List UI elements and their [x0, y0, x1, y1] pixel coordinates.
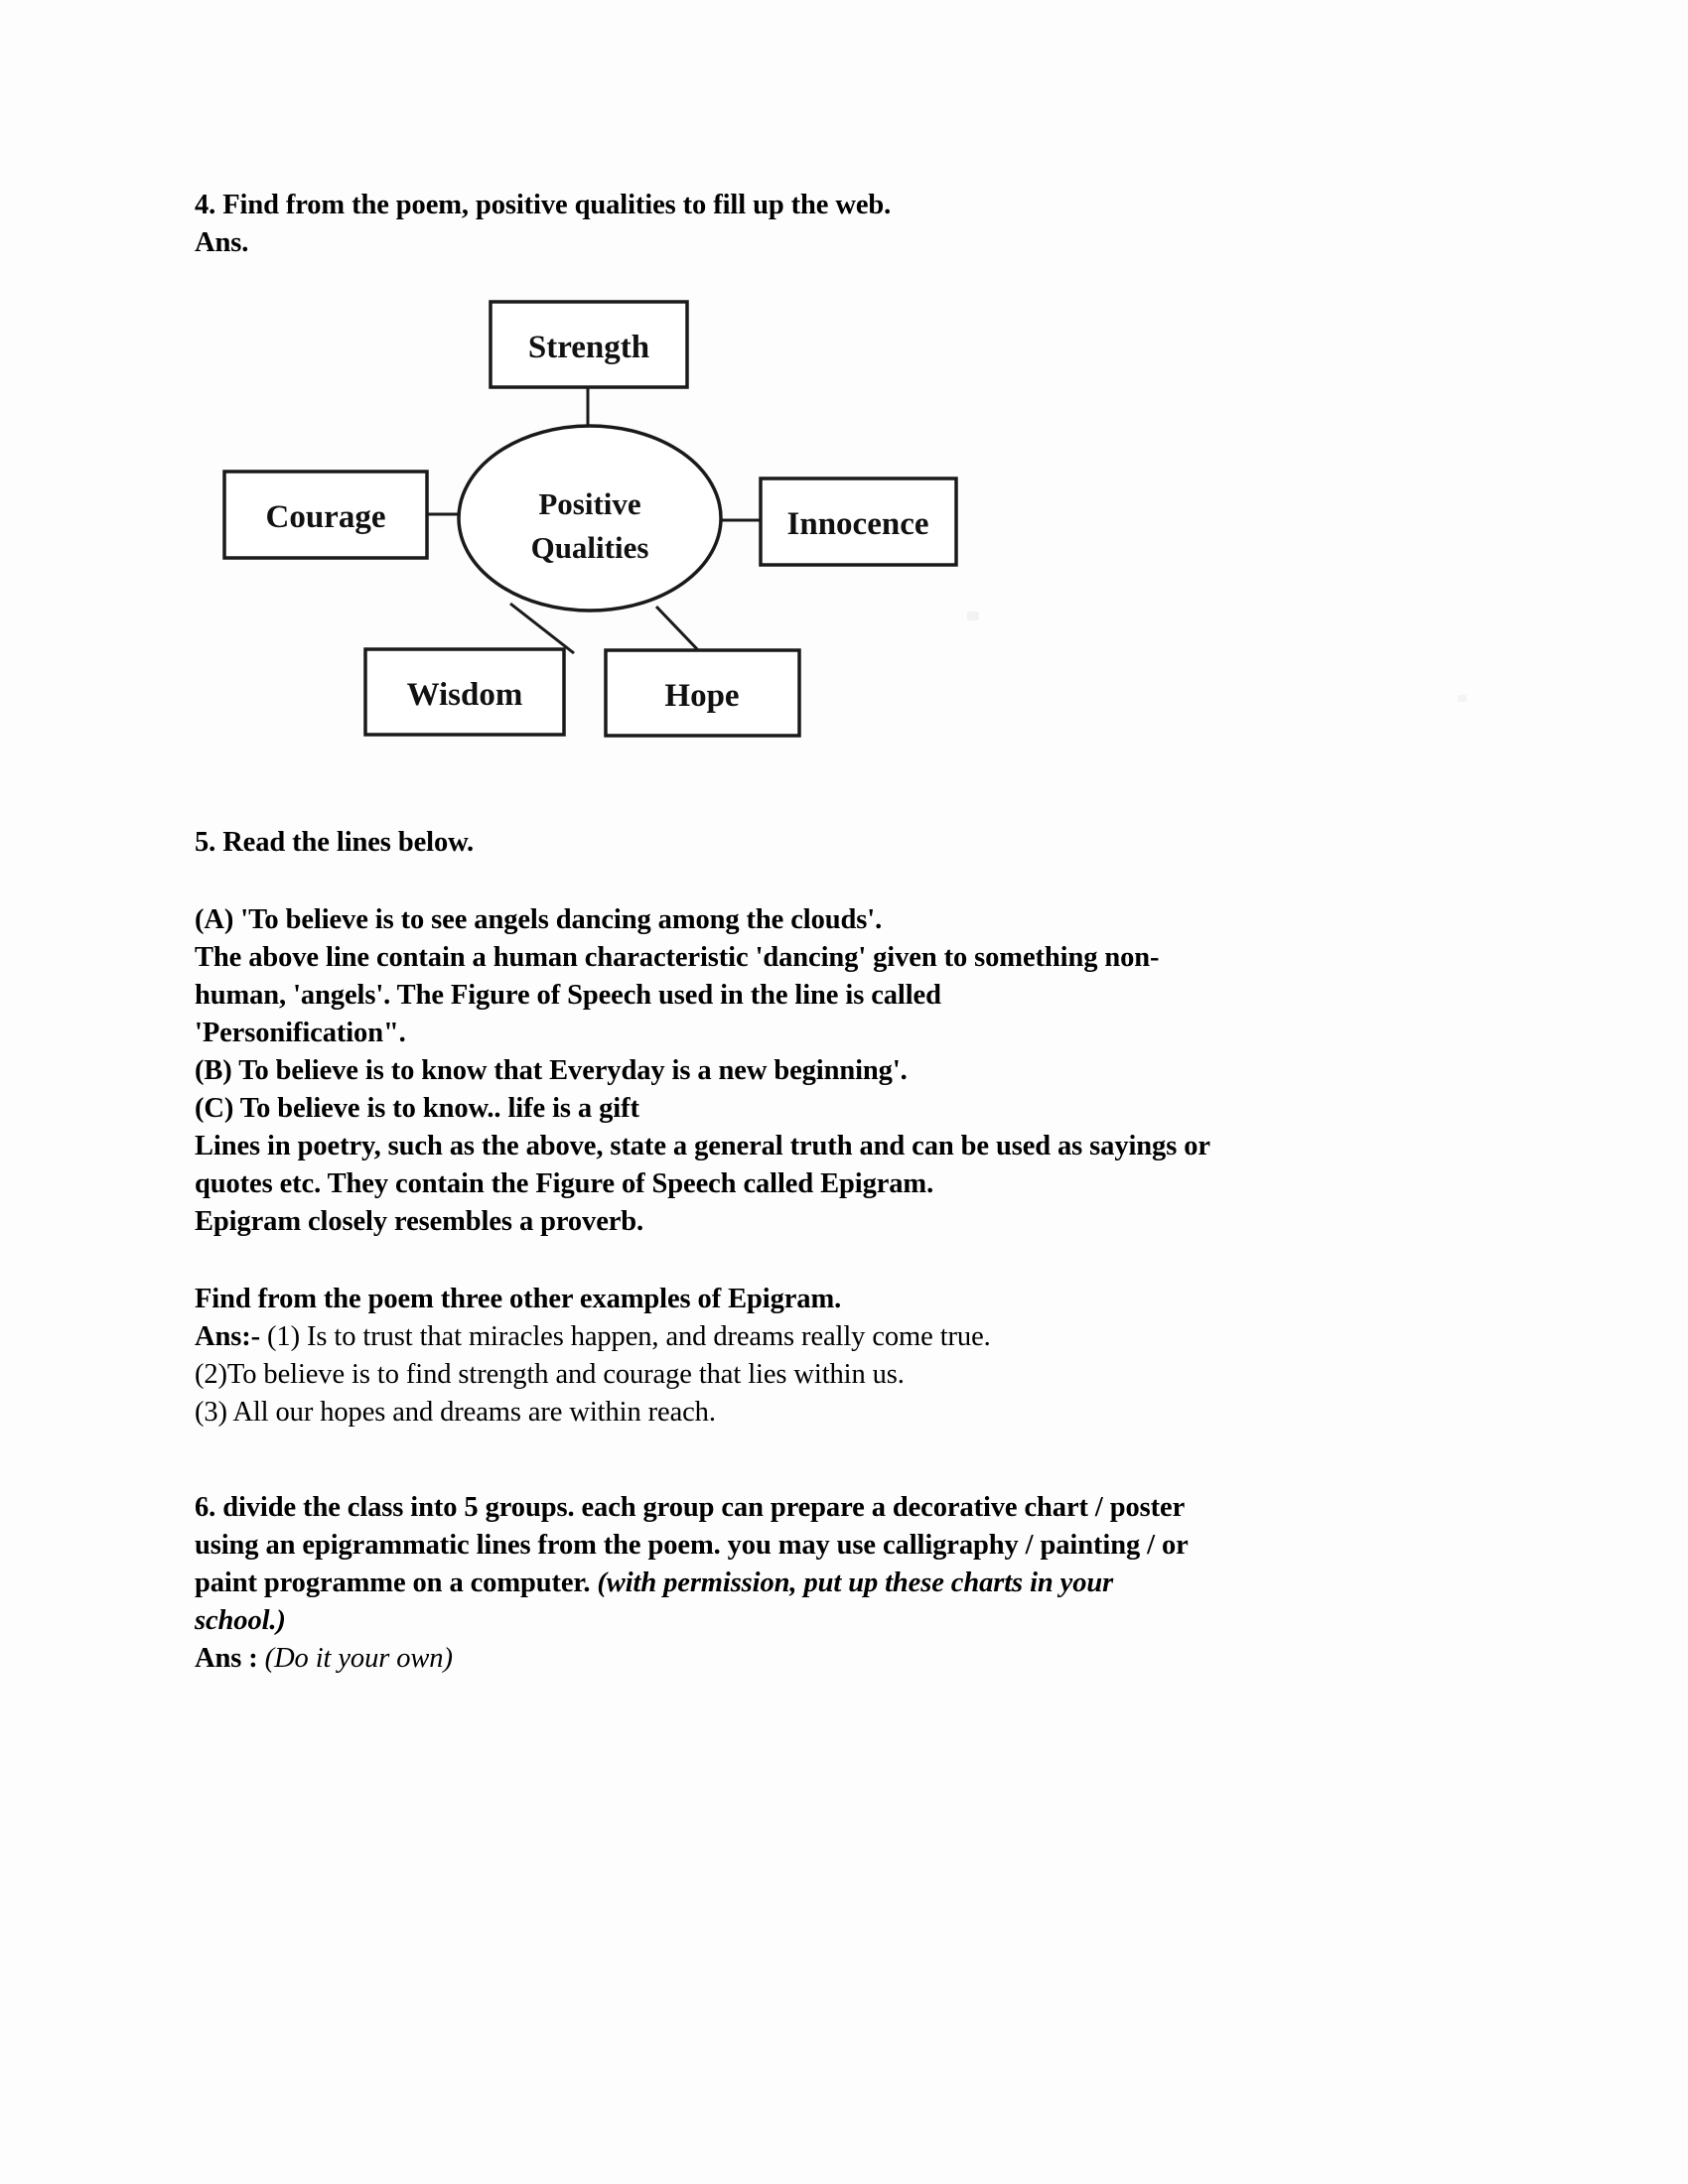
question-5-explain-bc-3: Epigram closely resembles a proverb. — [195, 1206, 644, 1237]
diagram-canvas — [195, 284, 1009, 760]
question-5-line-b: (B) To believe is to know that Everyday is a new beginning'. — [195, 1055, 908, 1086]
question-5-explain-a-1: The above line contain a human characteristic 'dancing' given to something non- — [195, 942, 1160, 973]
question-5-block — [195, 824, 1476, 1432]
question-6-parenthetical-1: (with permission, put up these charts in your — [597, 1568, 1114, 1598]
question-6-answer-line — [195, 1640, 1476, 1678]
connector-hope — [656, 607, 701, 653]
question-5-answer-line-1 — [195, 1318, 1476, 1356]
scan-artifact — [967, 612, 979, 620]
positive-qualities-web-diagram — [195, 284, 1009, 760]
answer-prefix: Ans:- — [195, 1321, 261, 1352]
center-label-line2: Qualities — [530, 530, 649, 565]
question-5-explain-bc-1: Lines in poetry, such as the above, state a general truth and can be used as sayings or — [195, 1131, 1210, 1161]
connector-wisdom — [510, 604, 574, 653]
question-6-prompt-3 — [195, 1565, 1476, 1602]
question-6-prompt-3-text: paint programme on a computer. — [195, 1568, 598, 1598]
question-5-explain-bc-2: quotes etc. They contain the Figure of Speech called Epigram. — [195, 1168, 934, 1199]
question-5-answer-line-2: (2)To believe is to find strength and courage that lies within us. — [195, 1359, 905, 1390]
question-5-answer-line-3: (3) All our hopes and dreams are within reach. — [195, 1397, 716, 1428]
node-label-wisdom: Wisdom — [406, 677, 523, 713]
question-5-prompt: 5. Read the lines below. — [195, 827, 475, 858]
node-label-courage: Courage — [265, 499, 386, 535]
node-label-hope: Hope — [664, 678, 740, 714]
node-label-strength: Strength — [527, 330, 650, 365]
scan-artifact — [1458, 695, 1467, 702]
question-5-sub-prompt: Find from the poem three other examples of Epigram. — [195, 1284, 842, 1314]
node-label-innocence: Innocence — [786, 506, 929, 542]
question-5-line-a: (A) 'To believe is to see angels dancing among the clouds'. — [195, 904, 883, 935]
center-label-line1: Positive — [538, 486, 641, 521]
spacer — [195, 1241, 1476, 1281]
question-6-prompt-2: using an epigrammatic lines from the poem. you may use calligraphy / painting / or — [195, 1530, 1189, 1561]
answer-text-1: (1) Is to trust that miracles happen, and dreams really come true. — [260, 1321, 991, 1352]
question-5-explain-a-2: human, 'angels'. The Figure of Speech used in the line is called — [195, 980, 941, 1011]
question-6-answer-prefix: Ans : — [195, 1643, 265, 1674]
question-5-explain-a-3: 'Personification". — [195, 1018, 406, 1048]
question-6-parenthetical-2: school.) — [195, 1605, 286, 1636]
question-5-line-c: (C) To believe is to know.. life is a gift — [195, 1093, 639, 1124]
question-6-prompt-1: 6. divide the class into 5 groups. each group can prepare a decorative chart / poster — [195, 1492, 1186, 1523]
question-4-block — [195, 187, 1476, 262]
spacer — [195, 862, 1476, 901]
question-4-answer-label: Ans. — [195, 227, 249, 258]
question-6-answer-text: (Do it your own) — [264, 1643, 453, 1674]
question-6-block — [195, 1489, 1476, 1678]
question-4-prompt: 4. Find from the poem, positive qualities to fill up the web. — [195, 190, 892, 220]
